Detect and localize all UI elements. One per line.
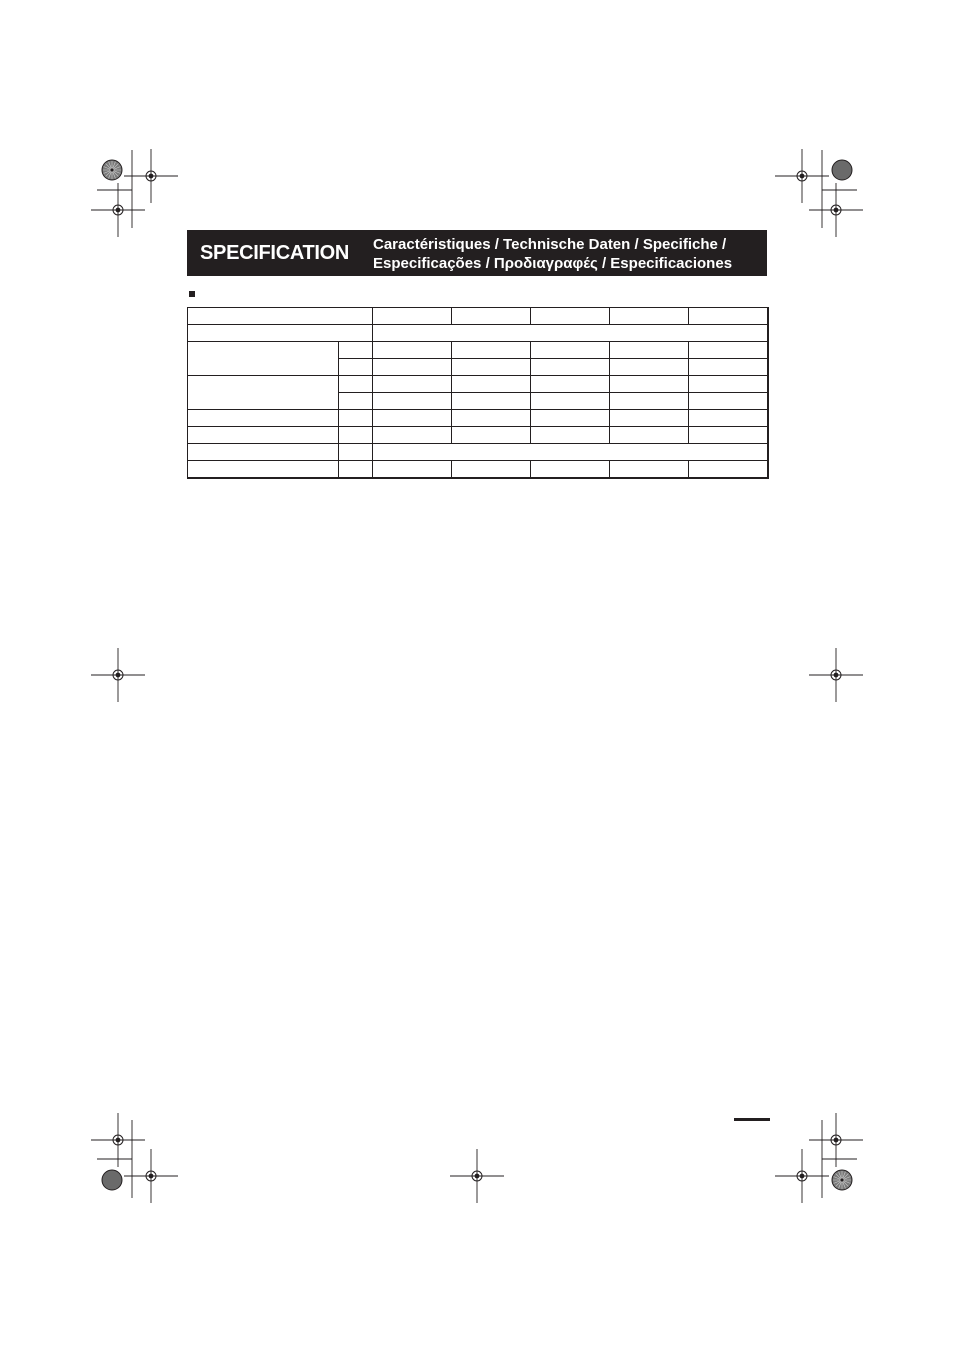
table-row xyxy=(188,444,768,461)
table-cell xyxy=(373,427,452,444)
table-cell xyxy=(531,427,610,444)
table-cell xyxy=(610,461,689,479)
table-cell xyxy=(610,308,689,325)
table-cell xyxy=(339,427,373,444)
page-title: SPECIFICATION xyxy=(200,242,350,264)
table-cell xyxy=(188,325,373,342)
table-cell xyxy=(188,410,339,427)
table-cell xyxy=(188,461,339,479)
table-cell xyxy=(339,410,373,427)
crosshair-registration-mark xyxy=(91,648,145,702)
table-row xyxy=(188,410,768,427)
subtitle-line-1: Caractéristiques / Technische Daten / Specifiche / xyxy=(373,236,727,253)
table-cell xyxy=(452,393,531,410)
table-cell xyxy=(610,427,689,444)
crosshair-registration-mark xyxy=(450,1149,504,1203)
table-cell xyxy=(689,342,768,359)
table-cell xyxy=(339,393,373,410)
filled-circle-mark xyxy=(102,1170,122,1190)
crosshair-registration-mark xyxy=(809,183,863,237)
table-cell xyxy=(339,444,373,461)
table-cell xyxy=(188,376,339,410)
table-cell xyxy=(531,342,610,359)
table-cell xyxy=(452,342,531,359)
table-row xyxy=(188,308,768,325)
table-cell xyxy=(452,308,531,325)
table-cell xyxy=(452,461,531,479)
subtitle-line-2: Especificações / Προδιαγραφές / Especificaciones xyxy=(373,255,733,272)
section-bullet xyxy=(189,291,195,297)
table-cell xyxy=(188,427,339,444)
table-cell xyxy=(689,359,768,376)
table-cell xyxy=(689,461,768,479)
table-cell xyxy=(689,410,768,427)
table-cell xyxy=(373,461,452,479)
table-cell xyxy=(610,393,689,410)
specification-table xyxy=(187,307,769,479)
table-cell xyxy=(339,359,373,376)
table-cell xyxy=(339,461,373,479)
table-cell xyxy=(373,359,452,376)
table-cell xyxy=(610,410,689,427)
table-cell xyxy=(531,410,610,427)
table-cell xyxy=(610,359,689,376)
table-cell xyxy=(452,427,531,444)
crosshair-registration-mark xyxy=(91,183,145,237)
table-cell xyxy=(339,376,373,393)
table-cell xyxy=(610,342,689,359)
filled-circle-mark xyxy=(832,160,852,180)
table-row xyxy=(188,325,768,342)
table-cell xyxy=(531,359,610,376)
table-cell xyxy=(452,359,531,376)
table-cell xyxy=(373,308,452,325)
table-row xyxy=(188,342,768,359)
table-cell xyxy=(531,461,610,479)
table-cell xyxy=(531,393,610,410)
table-cell xyxy=(531,308,610,325)
table-cell xyxy=(452,376,531,393)
crosshair-registration-mark xyxy=(775,1149,829,1203)
table-cell xyxy=(373,342,452,359)
crosshair-registration-mark xyxy=(809,648,863,702)
table-cell xyxy=(373,325,768,342)
table-cell xyxy=(452,410,531,427)
table-cell xyxy=(373,444,768,461)
table-cell xyxy=(373,393,452,410)
table-cell xyxy=(188,444,339,461)
table-cell xyxy=(610,376,689,393)
table-cell xyxy=(689,308,768,325)
table-cell xyxy=(689,376,768,393)
table-cell xyxy=(373,410,452,427)
specification-banner xyxy=(187,230,767,276)
table-cell xyxy=(188,342,339,376)
table-row xyxy=(188,427,768,444)
table-row xyxy=(188,461,768,479)
table-cell xyxy=(188,308,373,325)
crosshair-registration-mark xyxy=(775,149,829,203)
radial-circle-mark xyxy=(832,1170,852,1190)
page-number-rule xyxy=(734,1118,770,1121)
table-cell xyxy=(531,376,610,393)
table-cell xyxy=(373,376,452,393)
table-cell xyxy=(689,427,768,444)
table-cell xyxy=(689,393,768,410)
table-cell xyxy=(339,342,373,359)
table-row xyxy=(188,376,768,393)
radial-circle-mark xyxy=(102,160,122,180)
